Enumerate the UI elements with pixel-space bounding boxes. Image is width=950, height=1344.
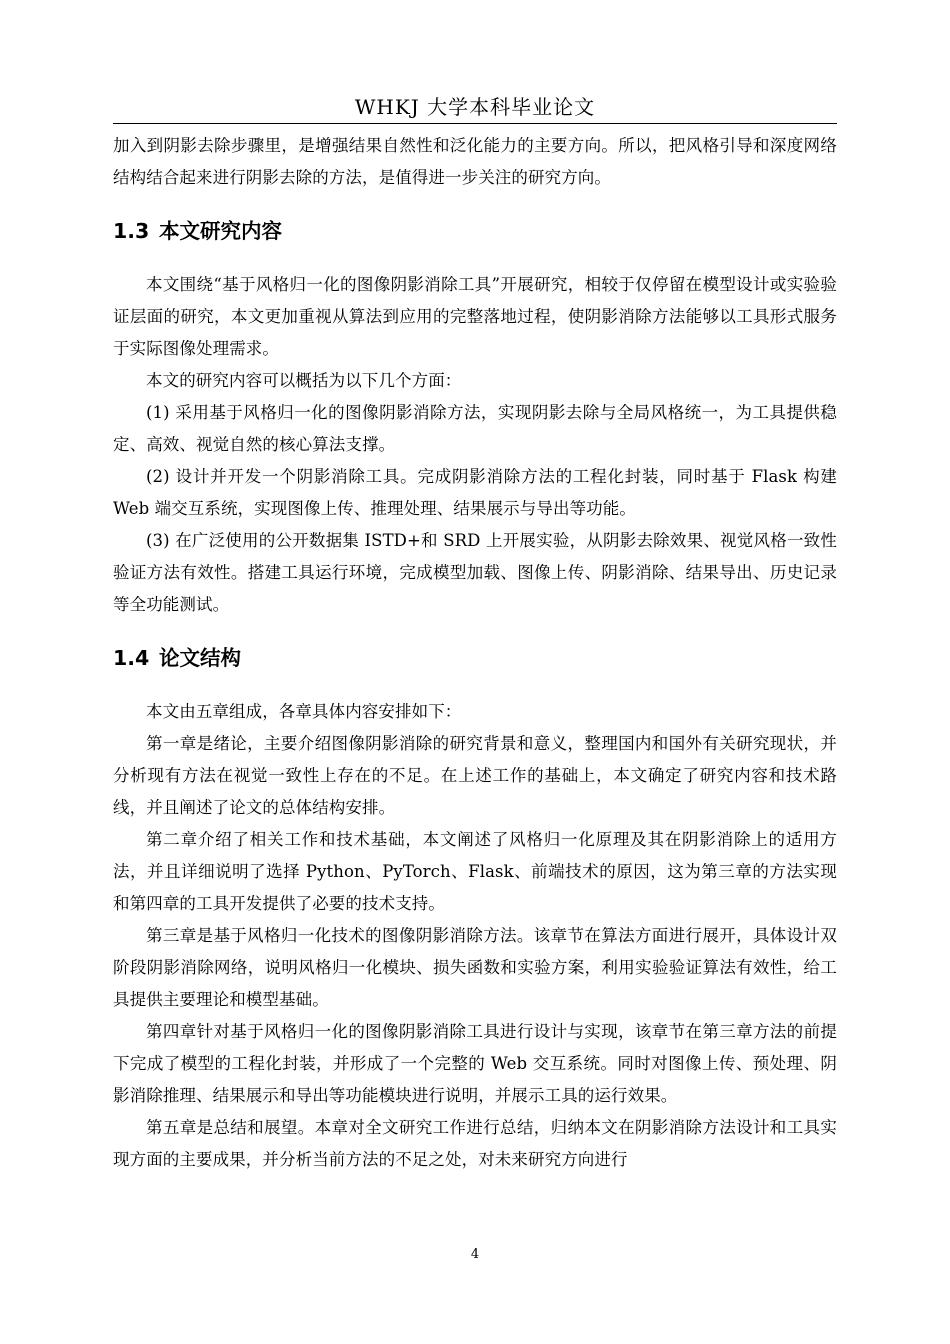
running-header: WHKJ 大学本科毕业论文	[354, 95, 596, 119]
paragraph-chapter-5: 第五章是总结和展望。本章对全文研究工作进行总结，归纳本文在阴影消除方法设计和工具实现方面的主要成果，并分析当前方法的不足之处，对未来研究方向进行	[113, 1118, 837, 1169]
section-number: 1.3	[113, 219, 150, 243]
section-heading-1-3	[113, 216, 837, 246]
section-title: 本文研究内容	[159, 219, 282, 243]
paragraph-research-summary: 本文的研究内容可以概括为以下几个方面：	[146, 371, 462, 390]
page-number: 4	[470, 1247, 480, 1262]
section-number: 1.4	[113, 646, 150, 670]
page-body	[113, 130, 837, 1176]
list-item-research-2: (2) 设计并开发一个阴影消除工具。完成阴影消除方法的工程化封装，同时基于 Flask 构建 Web 端交互系统，实现图像上传、推理处理、结果展示与导出等功能。	[113, 467, 837, 518]
header-rule	[113, 123, 837, 124]
list-item-research-3: (3) 在广泛使用的公开数据集 ISTD+和 SRD 上开展实验，从阴影去除效果、视觉风格一致性验证方法有效性。搭建工具运行环境，完成模型加载、图像上传、阴影消除、结果导出、历史记录等全功能测试。	[113, 531, 837, 614]
paragraph-chapter-3: 第三章是基于风格归一化技术的图像阴影消除方法。该章节在算法方面进行展开，具体设计双阶段阴影消除网络，说明风格归一化模块、损失函数和实验方案，利用实验验证算法有效性，给工具提供主要理论和模型基础。	[113, 926, 837, 1009]
paragraph-continuation: 加入到阴影去除步骤里，是增强结果自然性和泛化能力的主要方向。所以，把风格引导和深度网络结构结合起来进行阴影去除的方法，是值得进一步关注的研究方向。	[113, 136, 837, 187]
section-heading-1-4	[113, 643, 837, 673]
paragraph-chapter-4: 第四章针对基于风格归一化的图像阴影消除工具进行设计与实现，该章节在第三章方法的前提下完成了模型的工程化封装，并形成了一个完整的 Web 交互系统。同时对图像上传、预处理、阴影消除推理、结果展示和导出等功能模块进行说明，并展示工具的运行效果。	[113, 1022, 837, 1105]
list-item-research-1: (1) 采用基于风格归一化的图像阴影消除方法，实现阴影去除与全局风格统一，为工具提供稳定、高效、视觉自然的核心算法支撑。	[113, 403, 837, 454]
paragraph-chapter-2: 第二章介绍了相关工作和技术基础，本文阐述了风格归一化原理及其在阴影消除上的适用方法，并且详细说明了选择 Python、PyTorch、Flask、前端技术的原因，这为第三章的方法实现和第四章的工具开发提供了必要的技术支持。	[113, 830, 837, 913]
paragraph-research-intro: 本文围绕“基于风格归一化的图像阴影消除工具”开展研究，相较于仅停留在模型设计或实验验证层面的研究，本文更加重视从算法到应用的完整落地过程，使阴影消除方法能够以工具形式服务于实际图像处理需求。	[113, 275, 837, 358]
paragraph-chapter-1: 第一章是绪论，主要介绍图像阴影消除的研究背景和意义，整理国内和国外有关研究现状，并分析现有方法在视觉一致性上存在的不足。在上述工作的基础上，本文确定了研究内容和技术路线，并且阐述了论文的总体结构安排。	[113, 734, 837, 817]
section-title: 论文结构	[159, 646, 241, 670]
paragraph-structure-intro: 本文由五章组成，各章具体内容安排如下：	[146, 702, 462, 721]
